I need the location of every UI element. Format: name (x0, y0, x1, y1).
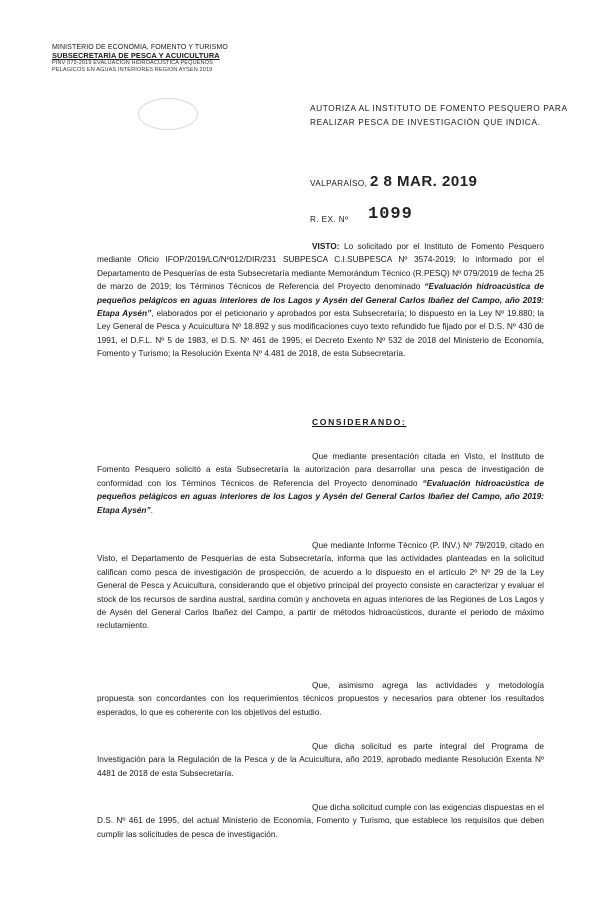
considerando-paragraph-1 (97, 450, 544, 517)
visto-label: VISTO: (312, 241, 340, 251)
resolution-number (310, 205, 572, 227)
resolution-subject: AUTORIZA AL INSTITUTO DE FOMENTO PESQUERO PARA REALIZAR PESCA DE INVESTIGACIÓN QUE INDICA. (310, 103, 568, 127)
visto-paragraph (97, 240, 544, 361)
place: VALPARAÍSO, (310, 179, 368, 188)
visto-text-2: , elaborados por el peticionario y aprobados por esta Subsecretaría; lo dispuesto en la Ley Nº 19.880; la Ley General de Pesca y Acuicultura Nº 18.892 y sus modificaciones cuyo texto refundido fue fijado por el D.S. Nº 430 de 1991, el D.F.L. Nº 5 de 1983, el D.S. Nº 461 de 1995; el Decreto Exento Nº 532 de 2018 del Ministerio de Economía, Fomento y Turismo; la Resolución Exenta Nº 4.481 de 2018, de esta Subsecretaría. (97, 308, 544, 359)
place-date (310, 173, 572, 193)
considerando-paragraph-5: Que dicha solicitud cumple con las exigencias dispuestas en el D.S. Nº 461 de 1995, del actual Ministerio de Economía, Fomento y Turismo, que establece los requisitos que deben cumplir las solicitudes de pesca de investigación. (97, 802, 544, 839)
faded-seal-stamp (138, 98, 198, 130)
considerando-paragraph-4: Que dicha solicitud es parte integral del Programa de Investigación para la Regulación de la Pesca y de la Acuicultura, año 2019, aprobado mediante Resolución Exenta Nº 4481 de 2018 de esta Subsecretaría. (97, 741, 544, 778)
letterhead-reference-2: PELÁGICOS EN AGUAS INTERIORES REGIÓN AYSÉN 2019 (52, 67, 213, 73)
considerando-heading: CONSIDERANDO: (312, 417, 407, 427)
rex-label: R. EX. Nº (310, 215, 349, 224)
letterhead-ministry: MINISTERIO DE ECONOMÍA, FOMENTO Y TURISMO (52, 44, 228, 51)
considerando-paragraph-3: Que, asimismo agrega las actividades y metodología propuesta son concordantes con los requerimientos técnicos propuestos y necesarios para obtener los resultados esperados, lo que es coherente con los objetivos del estudio. (97, 680, 544, 717)
paragraph-1-project-name: “Evaluación hidroacústica de pequeños pelágicos en aguas interiores de los Lagos y Aysén del General Carlos Ibañez del Campo, año 2019: Etapa Aysén” (97, 477, 544, 515)
date-stamp: 2 8 MAR. 2019 (370, 173, 478, 190)
visto-text-1: Lo solicitado por el Instituto de Fomento Pesquero mediante Oficio IFOP/2019/LC/Nº012/DIR/231 SUBPESCA C.I.SUBPESCA Nº 3574-2019; lo informado por el Departamento de Pesquerías de esta Subsecretaría mediante Memorándum Técnico (R.PESQ) Nº 079/2019 de fecha 25 de marzo de 2019; los Términos Técnicos de Referencia del Proyecto denominado (97, 241, 544, 292)
paragraph-1-end: . (150, 504, 153, 515)
visto-project-name: “Evaluación hidroacústica de pequeños pelágicos en aguas interiores de los Lagos y Aysén del General Carlos Ibañez del Campo, año 2019: Etapa Aysén” (97, 281, 544, 319)
considerando-paragraph-2: Que mediante Informe Técnico (P. INV.) Nº 79/2019, citado en Visto, el Departamento de Pesquerías de esta Subsecretaría, informa que las actividades planteadas en la solicitud califican como pesca de investigación de prospección, de acuerdo a lo dispuesto en el artículo 2º Nº 29 de la Ley General de Pesca y Acuicultura, considerando que el objetivo principal del proyecto consiste en caracterizar y evaluar el stock de los recursos de sardina austral, sardina común y anchoveta en aguas interiores de las Regiones de Los Lagos y de Aysén del General Carlos Ibañez del Campo, a partir de métodos hidroacústicos, durante el periodo de máximo reclutamiento. (97, 540, 544, 631)
paragraph-1-text: Que mediante presentación citada en Visto, el Instituto de Fomento Pesquero solicitó a esta Subsecretaría la autorización para desarrollar una pesca de investigación de conformidad con los Términos Técnicos de Referencia del Proyecto denominado (97, 451, 544, 488)
letterhead-reference-1: PINV 079-2019 EVALUACIÓN HIDROACÚSTICA PEQUEÑOS (52, 60, 213, 66)
letterhead (52, 44, 257, 74)
letterhead-subsecretaria: SUBSECRETARÍA DE PESCA Y ACUICULTURA (52, 52, 220, 60)
rex-number: 1099 (368, 205, 413, 224)
